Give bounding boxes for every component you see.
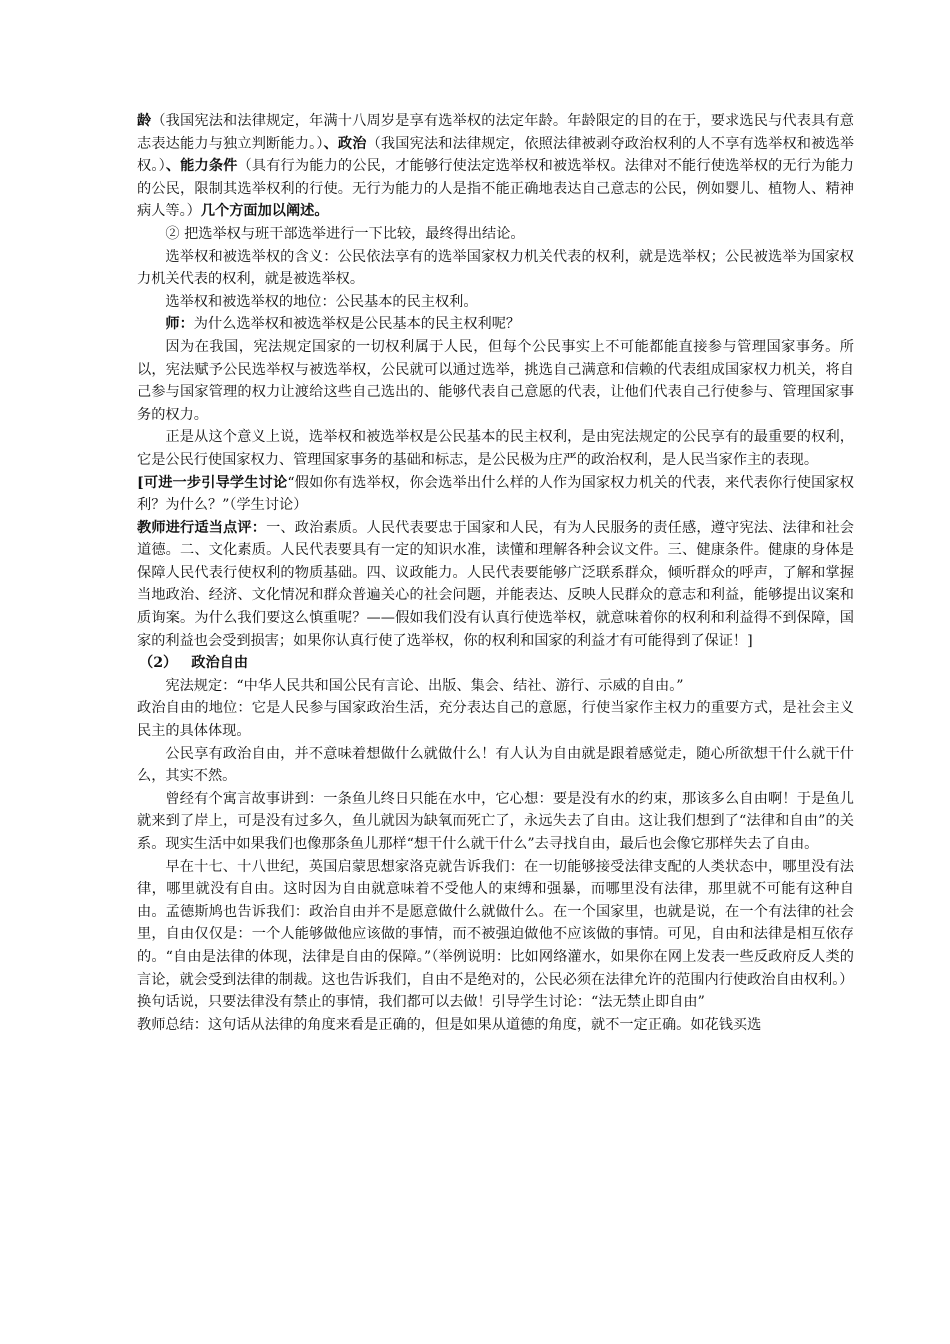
paragraph-age-political-ability — [137, 110, 854, 223]
discussion-label: [可进一步引导学生讨论 — [137, 474, 288, 491]
paragraph-teacher-comment — [137, 517, 854, 653]
document-page — [137, 110, 854, 1036]
paragraph-teacher-summary: 教师总结：这句话从法律的角度来看是正确的，但是如果从道德的角度，就不一定正确。如花钱买选 — [137, 1016, 762, 1033]
comment-text: 一、政治素质。人民代表要忠于国家和人民，有为人民服务的责任感，遵守宪法、法律和社会道德。二、文化素质。人民代表要具有一定的知识水准，读懂和理解各种会议文件。三、健康条件。健康的身体是保障人民代表行使权利的物质基础。四、议政能力。人民代表要能够广泛联系群众，倾听群众的呼声，了解和掌握当地政治、经济、文化情况和群众普遍关心的社会问题，并能表达、反映人民群众的意志和利益，能够提出议案和质询案。为什么我们要这么慎重呢？——假如我们没有认真行使选举权，就意味着你的权利和利益得不到保障，国家的利益也会受到损害；如果你认真行使了选举权，你的权利和国家的利益才有可能得到了保证！] — [137, 519, 854, 649]
comment-label: 教师进行适当点评： — [137, 519, 267, 536]
paragraph-discussion — [137, 472, 854, 517]
politics-explanation: （我国宪法和法律规定，依照法律被剥夺政治权利的人不享有选举权和被选举权。） — [137, 135, 854, 175]
paragraph-teacher-question — [137, 313, 854, 336]
paragraph-constitution: 宪法规定：“中华人民共和国公民有言论、出版、集会、结社、游行、示威的自由。” — [165, 677, 684, 694]
paragraph-meaning: 选举权和被选举权的含义：公民依法享有的选举国家权力机关代表的权利，就是选举权；公民被选举为国家权力机关代表的权利，就是被选举权。 — [137, 248, 854, 288]
paragraph-locke: 早在十七、十八世纪，英国启蒙思想家洛克就告诉我们：在一切能够接受法律支配的人类状态中，哪里没有法律，哪里就没有自由。这时因为自由就意味着不受他人的束缚和强暴，而哪里没有法律，那里就不可能有这种自由。孟德斯鸠也告诉我们：政治自由并不是愿意做什么就做什么。在一个国家里，也就是说，在一个有法律的社会里，自由仅仅是：一个人能够做他应该做的事情，而不被强迫做他不应该做的事情。可见，自由和法律是相互依存的。“自由是法律的体现，法律是自由的保障。”（举例说明：比如网络灌水，如果你在网上发表一些反政府反人类的言论，就会受到法律的制裁。这也告诉我们，自由不是绝对的，公民必须在法律允许的范围内行使政治自由权利。） — [137, 858, 854, 988]
section-number: （2） — [139, 655, 178, 672]
paragraph-in-other-words: 换句话说，只要法律没有禁止的事情，我们都可以去做！引导学生讨论：“法无禁止即自由” — [137, 994, 705, 1011]
paragraph-reason: 因为在我国，宪法规定国家的一切权利属于人民，但每个公民事实上不可能都能直接参与管理国家事务。所以，宪法赋予公民选举权与被选举权，公民就可以通过选举，挑选自己满意和信赖的代表组成国家权力机关，将自己参与国家管理的权力让渡给这些自己选出的、能够代表自己意愿的代表，让他们代表自己行使参与、管理国家事务的权力。 — [137, 338, 854, 423]
paragraph-freedom-not-absolute: 公民享有政治自由，并不意味着想做什么就做什么！有人认为自由就是跟着感觉走，随心所欲想干什么就干什么，其实不然。 — [137, 745, 854, 785]
bold-politics: 、政治 — [323, 135, 367, 152]
teacher-label: 师： — [165, 316, 194, 333]
bold-age: 龄 — [137, 113, 152, 129]
paragraph-status: 选举权和被选举权的地位：公民基本的民主权利。 — [165, 293, 478, 310]
ability-explanation: （具有行为能力的公民，才能够行使法定选举权和被选举权。法律对不能行使选举权的无行为能力的公民，限制其选举权利的行使。无行为能力的人是指不能正确地表达自己意志的公民，例如婴儿、植物人、精神病人等。） — [137, 158, 854, 220]
bold-ability: 、能力条件 — [165, 158, 238, 175]
discussion-text: “假如你有选举权，你会选举出什么样的人作为国家权力机关的代表，来代表你行使国家权利？为什么？”（学生讨论） — [137, 474, 854, 514]
paragraph-fish-fable: 曾经有个寓言故事讲到：一条鱼儿终日只能在水中，它心想：要是没有水的约束，那该多么自由啊！于是鱼儿就来到了岸上，可是没有过多久，鱼儿就因为缺氧而死亡了，永远失去了自由。这让我们想到了“法律和自由”的关系。现实生活中如果我们也像那条鱼儿那样“想干什么就干什么”去寻找自由，最后也会像它那样失去了自由。 — [137, 790, 854, 852]
age-explanation: （我国宪法和法律规定，年满十八周岁是享有选举权的法定年龄。年龄限定的目的在于，要求选民与代表具有意志表达能力与独立判断能力。） — [137, 113, 854, 152]
paragraph-comparison: ② 把选举权与班干部选举进行一下比较，最终得出结论。 — [165, 225, 525, 242]
section-title: 政治自由 — [191, 655, 249, 672]
paragraph-freedom-status: 政治自由的地位：它是人民参与国家政治生活，充分表达自己的意愿，行使当家作主权力的重要方式，是社会主义民主的具体体现。 — [137, 700, 854, 740]
section-heading — [137, 652, 854, 675]
teacher-question-text: 为什么选举权和被选举权是公民基本的民主权利呢？ — [193, 316, 521, 333]
paragraph-significance: 正是从这个意义上说，选举权和被选举权是公民基本的民主权利，是由宪法规定的公民享有的最重要的权利，它是公民行使国家权力、管理国家事务的基础和标志，是公民极为庄严的政治权利，是人民当家作主的表现。 — [137, 429, 854, 468]
bold-aspects: 几个方面加以阐述。 — [200, 203, 329, 220]
